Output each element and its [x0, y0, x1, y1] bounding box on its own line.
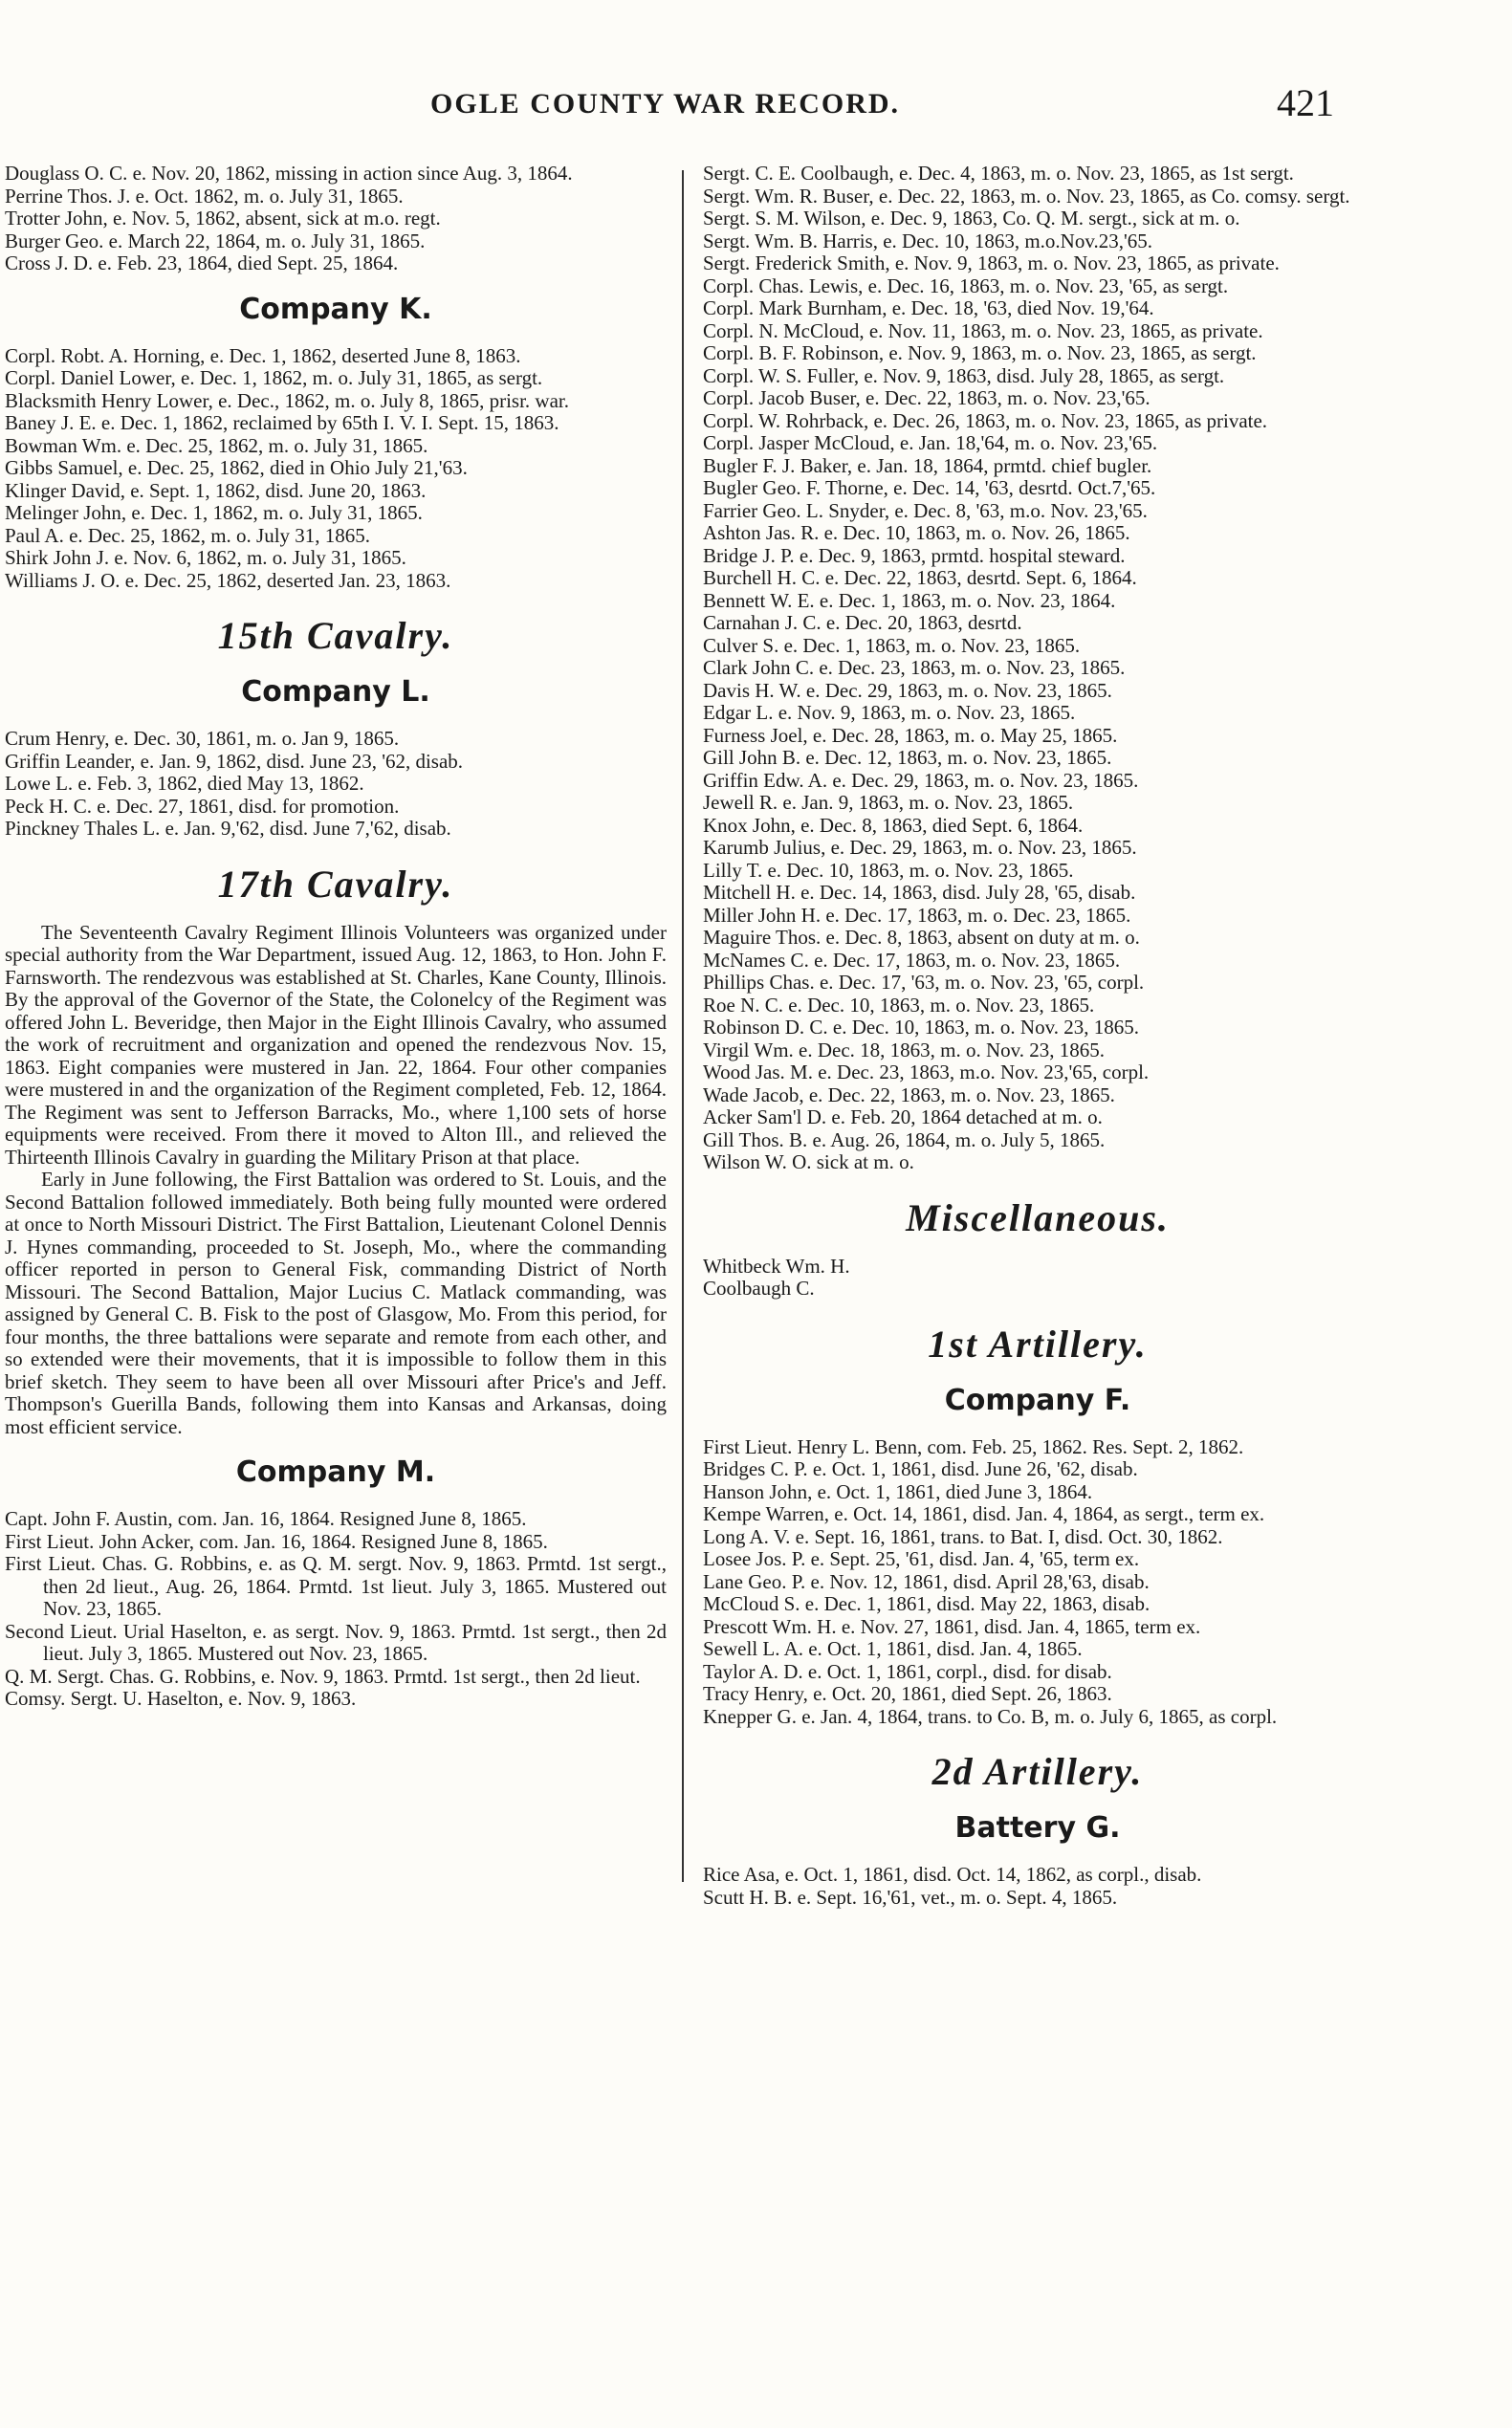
heading-miscellaneous: Miscellaneous.: [906, 1195, 1170, 1239]
roster-entry: Rice Asa, e. Oct. 1, 1861, disd. Oct. 14, 1862, as corpl., disab.: [703, 1863, 1202, 1886]
roster-entry: Q. M. Sergt. Chas. G. Robbins, e. Nov. 9, 1863. Prmtd. 1st sergt., then 2d lieut.: [5, 1664, 641, 1688]
roster-entry: Sergt. Wm. B. Harris, e. Dec. 10, 1863, m.o.Nov.23,'65.: [703, 229, 1153, 252]
roster-entry: Jewell R. e. Jan. 9, 1863, m. o. Nov. 23, 1865.: [703, 791, 1074, 814]
roster-entry: Lane Geo. P. e. Nov. 12, 1861, disd. April 28,'63, disab.: [703, 1569, 1150, 1593]
roster-entry: Maguire Thos. e. Dec. 8, 1863, absent on duty at m. o.: [703, 926, 1140, 949]
roster-entry: McCloud S. e. Dec. 1, 1861, disd. May 22, 1863, disab.: [703, 1592, 1150, 1615]
roster-entry: Karumb Julius, e. Dec. 29, 1863, m. o. Nov. 23, 1865.: [703, 836, 1137, 859]
roster-entry: Capt. John F. Austin, com. Jan. 16, 1864. Resigned June 8, 1865.: [5, 1507, 527, 1530]
roster-entry: Corpl. Mark Burnham, e. Dec. 18, '63, died Nov. 19,'64.: [703, 296, 1154, 319]
roster-entry: Edgar L. e. Nov. 9, 1863, m. o. Nov. 23, 1865.: [703, 701, 1076, 724]
roster-entry: Gill John B. e. Dec. 12, 1863, m. o. Nov. 23, 1865.: [703, 746, 1112, 769]
roster-entry: Sewell L. A. e. Oct. 1, 1861, disd. Jan. 4, 1865.: [703, 1637, 1083, 1660]
roster-entry: Robinson D. C. e. Dec. 10, 1863, m. o. Nov. 23, 1865.: [703, 1016, 1139, 1039]
roster-entry: Pinckney Thales L. e. Jan. 9,'62, disd. June 7,'62, disab.: [5, 817, 451, 840]
roster-entry: Long A. V. e. Sept. 16, 1861, trans. to Bat. I, disd. Oct. 30, 1862.: [703, 1524, 1223, 1548]
right-top-list: [703, 163, 1372, 1174]
roster-entry: Knepper G. e. Jan. 4, 1864, trans. to Co. B, m. o. July 6, 1865, as corpl.: [703, 1704, 1278, 1728]
roster-entry: Corpl. N. McCloud, e. Nov. 11, 1863, m. o. Nov. 23, 1865, as private.: [703, 318, 1263, 342]
roster-entry: Bugler Geo. F. Thorne, e. Dec. 14, '63, desrtd. Oct.7,'65.: [703, 476, 1156, 499]
heading-15th-cavalry: 15th Cavalry.: [217, 614, 454, 657]
roster-entry: Corpl. Chas. Lewis, e. Dec. 16, 1863, m. o. Nov. 23, '65, as sergt.: [703, 273, 1229, 297]
roster-entry: Perrine Thos. J. e. Oct. 1862, m. o. July 31, 1865.: [5, 184, 404, 208]
roster-entry: Burger Geo. e. March 22, 1864, m. o. July 31, 1865.: [5, 229, 426, 252]
roster-entry: Trotter John, e. Nov. 5, 1862, absent, sick at m.o. regt.: [5, 207, 441, 230]
company-m-list: [5, 1508, 667, 1711]
roster-entry: Blacksmith Henry Lower, e. Dec., 1862, m. o. July 8, 1865, prisr. war.: [5, 388, 569, 412]
roster-entry: McNames C. e. Dec. 17, 1863, m. o. Nov. 23, 1865.: [703, 948, 1121, 972]
heading-17th-cavalry: 17th Cavalry.: [217, 862, 454, 906]
roster-entry: Whitbeck Wm. H.: [703, 1254, 850, 1278]
heading-2d-artillery: 2d Artillery.: [931, 1750, 1144, 1793]
roster-entry: Sergt. Frederick Smith, e. Nov. 9, 1863, m. o. Nov. 23, 1865, as private.: [703, 252, 1280, 274]
heading-company-m: Company M.: [235, 1455, 436, 1489]
roster-entry: First Lieut. Henry L. Benn, com. Feb. 25, 1862. Res. Sept. 2, 1862.: [703, 1434, 1244, 1458]
roster-entry: Phillips Chas. e. Dec. 17, '63, m. o. Nov. 23, '65, corpl.: [703, 971, 1145, 994]
roster-entry: Melinger John, e. Dec. 1, 1862, m. o. July 31, 1865.: [5, 501, 423, 524]
roster-entry: Wade Jacob, e. Dec. 22, 1863, m. o. Nov. 23, 1865.: [703, 1083, 1115, 1106]
company-f-list: [703, 1436, 1372, 1729]
roster-entry: Prescott Wm. H. e. Nov. 27, 1861, disd. Jan. 4, 1865, term ex.: [703, 1614, 1201, 1638]
miscellaneous-list: [703, 1256, 1372, 1301]
roster-entry: Mitchell H. e. Dec. 14, 1863, disd. July 28, '65, disab.: [703, 881, 1136, 904]
roster-entry: Coolbaugh C.: [703, 1277, 815, 1300]
roster-entry: Acker Sam'l D. e. Feb. 20, 1864 detached at m. o.: [703, 1105, 1103, 1128]
roster-entry: Williams J. O. e. Dec. 25, 1862, deserted Jan. 23, 1863.: [5, 568, 451, 592]
left-top-list: [5, 163, 667, 275]
roster-entry: Bowman Wm. e. Dec. 25, 1862, m. o. July 31, 1865.: [5, 433, 428, 457]
heading-1st-artillery: 1st Artillery.: [928, 1322, 1148, 1366]
company-k-list: [5, 345, 667, 593]
column-divider: [682, 170, 684, 1882]
roster-entry: Sergt. C. E. Coolbaugh, e. Dec. 4, 1863, m. o. Nov. 23, 1865, as 1st sergt.: [703, 162, 1294, 185]
history-paragraph-1: The Seventeenth Cavalry Regiment Illinois Volunteers was organized under special authority from the War Department, issued Aug. 12, 1863, to Hon. John F. Farnsworth. The rendezvous was established at St. Charles, Kane County, Illinois. By the approval of the Governor of the State, the Colonelcy of the Regiment was offered John L. Beveridge, then Major in the Eight Illinois Cavalry, who assumed the work of recruitment and organization and opened the rendezvous Nov. 15, 1863. Eight companies were mustered in Jan. 22, 1864. Four other companies were mustered in and the organization of the Regiment completed, Feb. 12, 1864. The Regiment was sent to Jefferson Barracks, Mo., where 1,100 sets of horse equipments were received. From there it moved to Alton Ill., and relieved the Thirteenth Illinois Cavalry in guarding the Military Prison at that place.: [5, 920, 667, 1169]
roster-entry: Wood Jas. M. e. Dec. 23, 1863, m.o. Nov. 23,'65, corpl.: [703, 1061, 1150, 1083]
roster-entry: Carnahan J. C. e. Dec. 20, 1863, desrtd.: [703, 611, 1022, 634]
roster-entry: Klinger David, e. Sept. 1, 1862, disd. June 20, 1863.: [5, 478, 427, 502]
heading-battery-g: Battery G.: [954, 1811, 1121, 1845]
heading-company-k: Company K.: [239, 292, 432, 326]
roster-entry: Gill Thos. B. e. Aug. 26, 1864, m. o. July 5, 1865.: [703, 1127, 1106, 1151]
roster-entry: Hanson John, e. Oct. 1, 1861, died June 3, 1864.: [703, 1479, 1093, 1503]
roster-entry: Second Lieut. Urial Haselton, e. as sergt. Nov. 9, 1863. Prmtd. 1st sergt., then 2d lieut. July 3, 1865. Mustered out Nov. 23, 1865.: [5, 1619, 667, 1665]
roster-entry: Ashton Jas. R. e. Dec. 10, 1863, m. o. Nov. 26, 1865.: [703, 521, 1130, 544]
roster-entry: Bridge J. P. e. Dec. 9, 1863, prmtd. hospital steward.: [703, 543, 1126, 567]
left-column: [5, 163, 667, 1711]
roster-entry: Miller John H. e. Dec. 17, 1863, m. o. Dec. 23, 1865.: [703, 903, 1131, 927]
roster-entry: Farrier Geo. L. Snyder, e. Dec. 8, '63, m.o. Nov. 23,'65.: [703, 498, 1148, 522]
roster-entry: Sergt. Wm. R. Buser, e. Dec. 22, 1863, m. o. Nov. 23, 1865, as Co. comsy. sergt.: [703, 184, 1350, 208]
roster-entry: Tracy Henry, e. Oct. 20, 1861, died Sept. 26, 1863.: [703, 1682, 1112, 1705]
roster-entry: Corpl. W. Rohrback, e. Dec. 26, 1863, m. o. Nov. 23, 1865, as private.: [703, 408, 1268, 432]
roster-entry: Burchell H. C. e. Dec. 22, 1863, desrtd. Sept. 6, 1864.: [703, 566, 1137, 589]
roster-entry: Bridges C. P. e. Oct. 1, 1861, disd. June 26, '62, disab.: [703, 1457, 1138, 1480]
roster-entry: Cross J. D. e. Feb. 23, 1864, died Sept. 25, 1864.: [5, 252, 399, 274]
roster-entry: Douglass O. C. e. Nov. 20, 1862, missing in action since Aug. 3, 1864.: [5, 162, 573, 185]
roster-entry: Griffin Edw. A. e. Dec. 29, 1863, m. o. Nov. 23, 1865.: [703, 768, 1139, 792]
company-l-list: [5, 728, 667, 841]
page-number: 421: [1277, 81, 1334, 124]
running-head: [0, 80, 1512, 128]
roster-entry: Gibbs Samuel, e. Dec. 25, 1862, died in Ohio July 21,'63.: [5, 456, 468, 479]
roster-entry: First Lieut. John Acker, com. Jan. 16, 1864. Resigned June 8, 1865.: [5, 1529, 548, 1553]
roster-entry: Taylor A. D. e. Oct. 1, 1861, corpl., disd. for disab.: [703, 1659, 1112, 1683]
roster-entry: Bugler F. J. Baker, e. Jan. 18, 1864, prmtd. chief bugler.: [703, 453, 1152, 477]
roster-entry: Baney J. E. e. Dec. 1, 1862, reclaimed by 65th I. V. I. Sept. 15, 1863.: [5, 411, 559, 434]
running-title: OGLE COUNTY WAR RECORD.: [430, 88, 901, 120]
roster-entry: First Lieut. Chas. G. Robbins, e. as Q. M. sergt. Nov. 9, 1863. Prmtd. 1st sergt., then 2d lieut., Aug. 26, 1864. Prmtd. 1st lieut. July 3, 1865. Mustered out Nov. 23, 1865.: [5, 1552, 667, 1620]
roster-entry: Lilly T. e. Dec. 10, 1863, m. o. Nov. 23, 1865.: [703, 858, 1074, 882]
roster-entry: Corpl. Robt. A. Horning, e. Dec. 1, 1862, deserted June 8, 1863.: [5, 343, 521, 367]
roster-entry: Shirk John J. e. Nov. 6, 1862, m. o. July 31, 1865.: [5, 546, 406, 569]
roster-entry: Corpl. Jasper McCloud, e. Jan. 18,'64, m. o. Nov. 23,'65.: [703, 431, 1158, 454]
roster-entry: Furness Joel, e. Dec. 28, 1863, m. o. May 25, 1865.: [703, 723, 1118, 747]
heading-company-f: Company F.: [944, 1383, 1131, 1417]
roster-entry: Peck H. C. e. Dec. 27, 1861, disd. for promotion.: [5, 794, 400, 818]
roster-entry: Crum Henry, e. Dec. 30, 1861, m. o. Jan 9, 1865.: [5, 727, 400, 750]
roster-entry: Clark John C. e. Dec. 23, 1863, m. o. Nov. 23, 1865.: [703, 656, 1126, 679]
roster-entry: Losee Jos. P. e. Sept. 25, '61, disd. Jan. 4, '65, term ex.: [703, 1547, 1140, 1570]
roster-entry: Comsy. Sergt. U. Haselton, e. Nov. 9, 1863.: [5, 1687, 357, 1710]
roster-entry: Wilson W. O. sick at m. o.: [703, 1150, 914, 1173]
right-column: [703, 163, 1372, 1909]
roster-entry: Griffin Leander, e. Jan. 9, 1862, disd. June 23, '62, disab.: [5, 749, 464, 773]
roster-entry: Knox John, e. Dec. 8, 1863, died Sept. 6, 1864.: [703, 813, 1084, 837]
roster-entry: Scutt H. B. e. Sept. 16,'61, vet., m. o. Sept. 4, 1865.: [703, 1885, 1118, 1909]
battery-g-list: [703, 1864, 1372, 1909]
roster-entry: Bennett W. E. e. Dec. 1, 1863, m. o. Nov. 23, 1864.: [703, 588, 1116, 612]
roster-entry: Davis H. W. e. Dec. 29, 1863, m. o. Nov. 23, 1865.: [703, 678, 1112, 702]
roster-entry: Virgil Wm. e. Dec. 18, 1863, m. o. Nov. 23, 1865.: [703, 1038, 1106, 1061]
roster-entry: Corpl. B. F. Robinson, e. Nov. 9, 1863, m. o. Nov. 23, 1865, as sergt.: [703, 341, 1257, 364]
heading-company-l: Company L.: [241, 675, 430, 709]
roster-entry: Paul A. e. Dec. 25, 1862, m. o. July 31, 1865.: [5, 523, 371, 547]
roster-entry: Corpl. Daniel Lower, e. Dec. 1, 1862, m. o. July 31, 1865, as sergt.: [5, 366, 543, 389]
roster-entry: Corpl. W. S. Fuller, e. Nov. 9, 1863, disd. July 28, 1865, as sergt.: [703, 363, 1225, 387]
roster-entry: Kempe Warren, e. Oct. 14, 1861, disd. Jan. 4, 1864, as sergt., term ex.: [703, 1502, 1265, 1525]
roster-entry: Roe N. C. e. Dec. 10, 1863, m. o. Nov. 23, 1865.: [703, 993, 1095, 1017]
history-paragraph-2: Early in June following, the First Battalion was ordered to St. Louis, and the Second Battalion followed immediately. Both being fully mounted were ordered at once to North Missouri District. The First Battalion, Lieutenant Colonel Dennis J. Hynes commanding, proceeded to St. Joseph, Mo., where the commanding officer reported in person to General Fisk, commanding District of North Missouri. The Second Battalion, Major Lucius C. Matlack commanding, was assigned by General C. B. Fisk to the post of Glasgow, Mo. From this period, for four months, the three battalions were separate and remote from each other, and so extended were their movements, that it is impossible to follow them in this brief sketch. They seem to have been all over Missouri after Price's and Jeff. Thompson's Guerilla Bands, following them into Kansas and Arkansas, doing most efficient service.: [5, 1168, 667, 1438]
roster-entry: Culver S. e. Dec. 1, 1863, m. o. Nov. 23, 1865.: [703, 633, 1081, 657]
roster-entry: Corpl. Jacob Buser, e. Dec. 22, 1863, m. o. Nov. 23,'65.: [703, 386, 1150, 409]
roster-entry: Lowe L. e. Feb. 3, 1862, died May 13, 1862.: [5, 772, 364, 795]
roster-entry: Sergt. S. M. Wilson, e. Dec. 9, 1863, Co. Q. M. sergt., sick at m. o.: [703, 207, 1240, 230]
